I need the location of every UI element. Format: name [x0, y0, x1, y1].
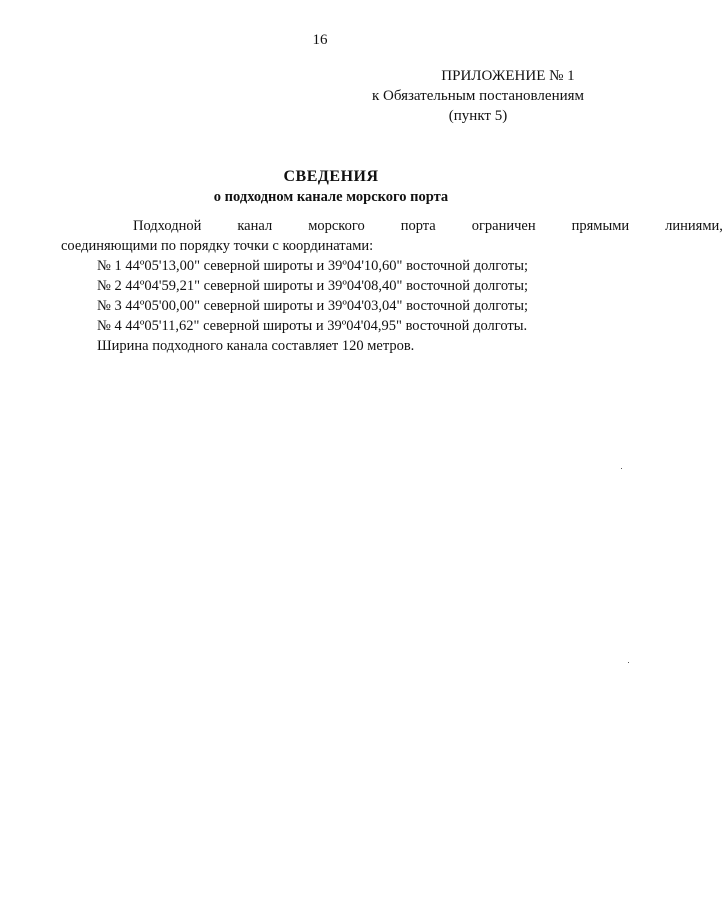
appendix-header [348, 66, 608, 126]
scan-speck [621, 468, 622, 469]
appendix-clause: (пункт 5) [448, 108, 508, 124]
intro-paragraph [61, 216, 723, 256]
document-heading [0, 167, 640, 207]
coordinate-point-1: № 1 44º05'13,00" северной широты и 39º04'10,60" восточной долготы; [97, 258, 529, 274]
coordinate-point-4: № 4 44º05'11,62" северной широты и 39º04'04,95" восточной долготы. [97, 318, 528, 334]
appendix-title: ПРИЛОЖЕНИЕ № 1 [441, 68, 575, 84]
intro-word: линиями, [665, 218, 723, 234]
page-number: 16 [312, 32, 328, 48]
coordinate-point-3: № 3 44º05'00,00" северной широты и 39º04'03,04" восточной долготы; [97, 298, 529, 314]
intro-word: Подходной [133, 218, 202, 234]
intro-line-2: соединяющими по порядку точки с координатами: [61, 238, 374, 254]
intro-word: прямыми [571, 218, 630, 234]
coordinate-point-2: № 2 44º04'59,21" северной широты и 39º04'08,40" восточной долготы; [97, 278, 529, 294]
intro-word: морского [308, 218, 365, 234]
channel-width-line: Ширина подходного канала составляет 120 метров. [97, 338, 415, 354]
intro-word: порта [400, 218, 436, 234]
document-subtitle: о подходном канале морского порта [213, 189, 449, 205]
intro-word: канал [237, 218, 273, 234]
appendix-reference: к Обязательным постановлениям [371, 88, 585, 104]
document-title: СВЕДЕНИЯ [283, 168, 379, 185]
body-text [61, 216, 723, 356]
scan-speck [628, 662, 629, 663]
intro-word: ограничен [471, 218, 536, 234]
intro-line-1 [61, 216, 723, 236]
